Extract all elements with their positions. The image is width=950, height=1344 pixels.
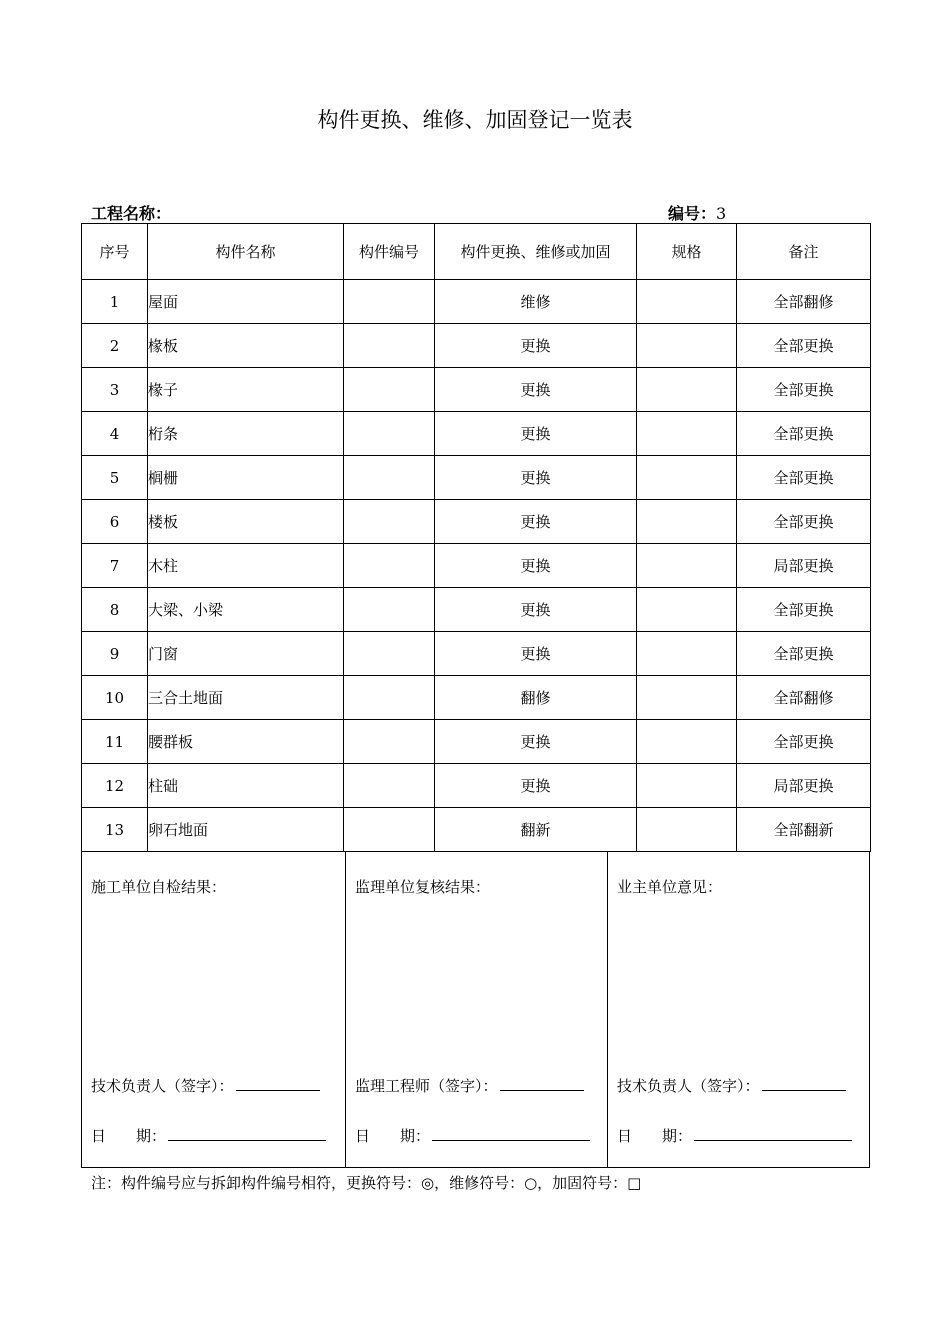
table-row [82,324,871,368]
table-row [82,456,871,500]
row-number: 7 [82,544,148,588]
table-row [82,808,871,852]
col-header-action: 构件更换、维修或加固 [435,224,637,280]
component-code [344,808,435,852]
component-code [344,500,435,544]
component-action: 更换 [435,412,637,456]
component-code [344,676,435,720]
table-row [82,676,871,720]
form-number-value: 3 [716,204,727,223]
supervisor-date-label: 日 期： [355,1127,431,1145]
component-action: 更换 [435,500,637,544]
owner-signer-label: 技术负责人（签字）： [617,1077,760,1095]
component-remark: 全部更换 [737,588,871,632]
component-remark: 局部更换 [737,764,871,808]
component-remark: 全部更换 [737,412,871,456]
contractor-date-label: 日 期： [91,1127,167,1145]
owner-date-line [617,1125,852,1146]
component-remark: 全部翻修 [737,676,871,720]
owner-panel-title: 业主单位意见： [617,878,723,896]
component-code [344,632,435,676]
component-spec [637,544,737,588]
table-row [82,500,871,544]
table-row [82,764,871,808]
component-spec [637,808,737,852]
table-row [82,544,871,588]
supervisor-panel-title: 监理单位复核结果： [355,878,491,896]
component-action: 翻新 [435,808,637,852]
contractor-date-line [91,1125,326,1146]
component-code [344,764,435,808]
component-remark: 全部翻修 [737,280,871,324]
component-remark: 局部更换 [737,544,871,588]
component-action: 更换 [435,544,637,588]
table-row [82,368,871,412]
supervisor-date-line [355,1125,590,1146]
component-name: 屋面 [148,280,344,324]
row-number: 11 [82,720,148,764]
component-code [344,412,435,456]
row-number: 9 [82,632,148,676]
component-action: 维修 [435,280,637,324]
col-header-name: 构件名称 [148,224,344,280]
table-row [82,632,871,676]
footnote: 注：构件编号应与拆卸构件编号相符，更换符号：◎，维修符号：○，加固符号：□ [91,1174,642,1192]
component-name: 椽子 [148,368,344,412]
component-action: 更换 [435,588,637,632]
table-row [82,588,871,632]
component-code [344,720,435,764]
component-spec [637,324,737,368]
component-spec [637,456,737,500]
component-remark: 全部更换 [737,456,871,500]
row-number: 3 [82,368,148,412]
contractor-panel-title: 施工单位自检结果： [91,878,227,896]
contractor-signer-label: 技术负责人（签字）： [91,1077,234,1095]
component-code [344,324,435,368]
component-name: 柱础 [148,764,344,808]
component-remark: 全部更换 [737,368,871,412]
component-remark: 全部翻新 [737,808,871,852]
component-name: 榈栅 [148,456,344,500]
form-number [668,201,726,224]
form-number-label: 编号： [668,204,717,223]
contractor-signature-line [91,1075,320,1096]
component-action: 更换 [435,764,637,808]
supervisor-signature-line [355,1075,584,1096]
component-action: 更换 [435,456,637,500]
contractor-date-field[interactable] [168,1139,326,1141]
component-spec [637,588,737,632]
table-row [82,280,871,324]
component-name: 腰群板 [148,720,344,764]
supervisor-signer-label: 监理工程师（签字）： [355,1077,498,1095]
owner-signature-line [617,1075,846,1096]
contractor-panel [82,851,345,1167]
supervisor-signature-field[interactable] [500,1089,584,1091]
row-number: 13 [82,808,148,852]
component-code [344,280,435,324]
row-number: 6 [82,500,148,544]
component-name: 桁条 [148,412,344,456]
component-name: 木柱 [148,544,344,588]
col-header-spec: 规格 [637,224,737,280]
component-spec [637,676,737,720]
component-spec [637,280,737,324]
row-number: 5 [82,456,148,500]
component-name: 卵石地面 [148,808,344,852]
component-code [344,544,435,588]
component-table [81,223,871,852]
component-spec [637,764,737,808]
component-code [344,456,435,500]
component-name: 椽板 [148,324,344,368]
component-remark: 全部更换 [737,500,871,544]
component-action: 翻修 [435,676,637,720]
table-header-row [82,224,871,280]
page-title: 构件更换、维修、加固登记一览表 [317,108,633,132]
component-spec [637,632,737,676]
component-action: 更换 [435,720,637,764]
supervisor-panel [345,851,607,1167]
component-spec [637,368,737,412]
component-code [344,368,435,412]
component-remark: 全部更换 [737,632,871,676]
owner-signature-field[interactable] [762,1089,846,1091]
row-number: 1 [82,280,148,324]
component-spec [637,500,737,544]
component-action: 更换 [435,632,637,676]
component-name: 三合土地面 [148,676,344,720]
component-name: 门窗 [148,632,344,676]
contractor-signature-field[interactable] [236,1089,320,1091]
col-header-remark: 备注 [737,224,871,280]
component-name: 大梁、小梁 [148,588,344,632]
component-spec [637,720,737,764]
owner-panel [607,851,869,1167]
row-number: 4 [82,412,148,456]
col-header-no: 序号 [82,224,148,280]
component-name: 楼板 [148,500,344,544]
col-header-code: 构件编号 [344,224,435,280]
row-number: 12 [82,764,148,808]
supervisor-date-field[interactable] [432,1139,590,1141]
component-remark: 全部更换 [737,720,871,764]
owner-date-field[interactable] [694,1139,852,1141]
row-number: 8 [82,588,148,632]
table-row [82,720,871,764]
component-action: 更换 [435,368,637,412]
component-action: 更换 [435,324,637,368]
row-number: 2 [82,324,148,368]
component-remark: 全部更换 [737,324,871,368]
owner-date-label: 日 期： [617,1127,693,1145]
component-code [344,588,435,632]
table-row [82,412,871,456]
signature-section [81,851,870,1168]
component-spec [637,412,737,456]
project-name-label: 工程名称： [91,204,172,223]
row-number: 10 [82,676,148,720]
